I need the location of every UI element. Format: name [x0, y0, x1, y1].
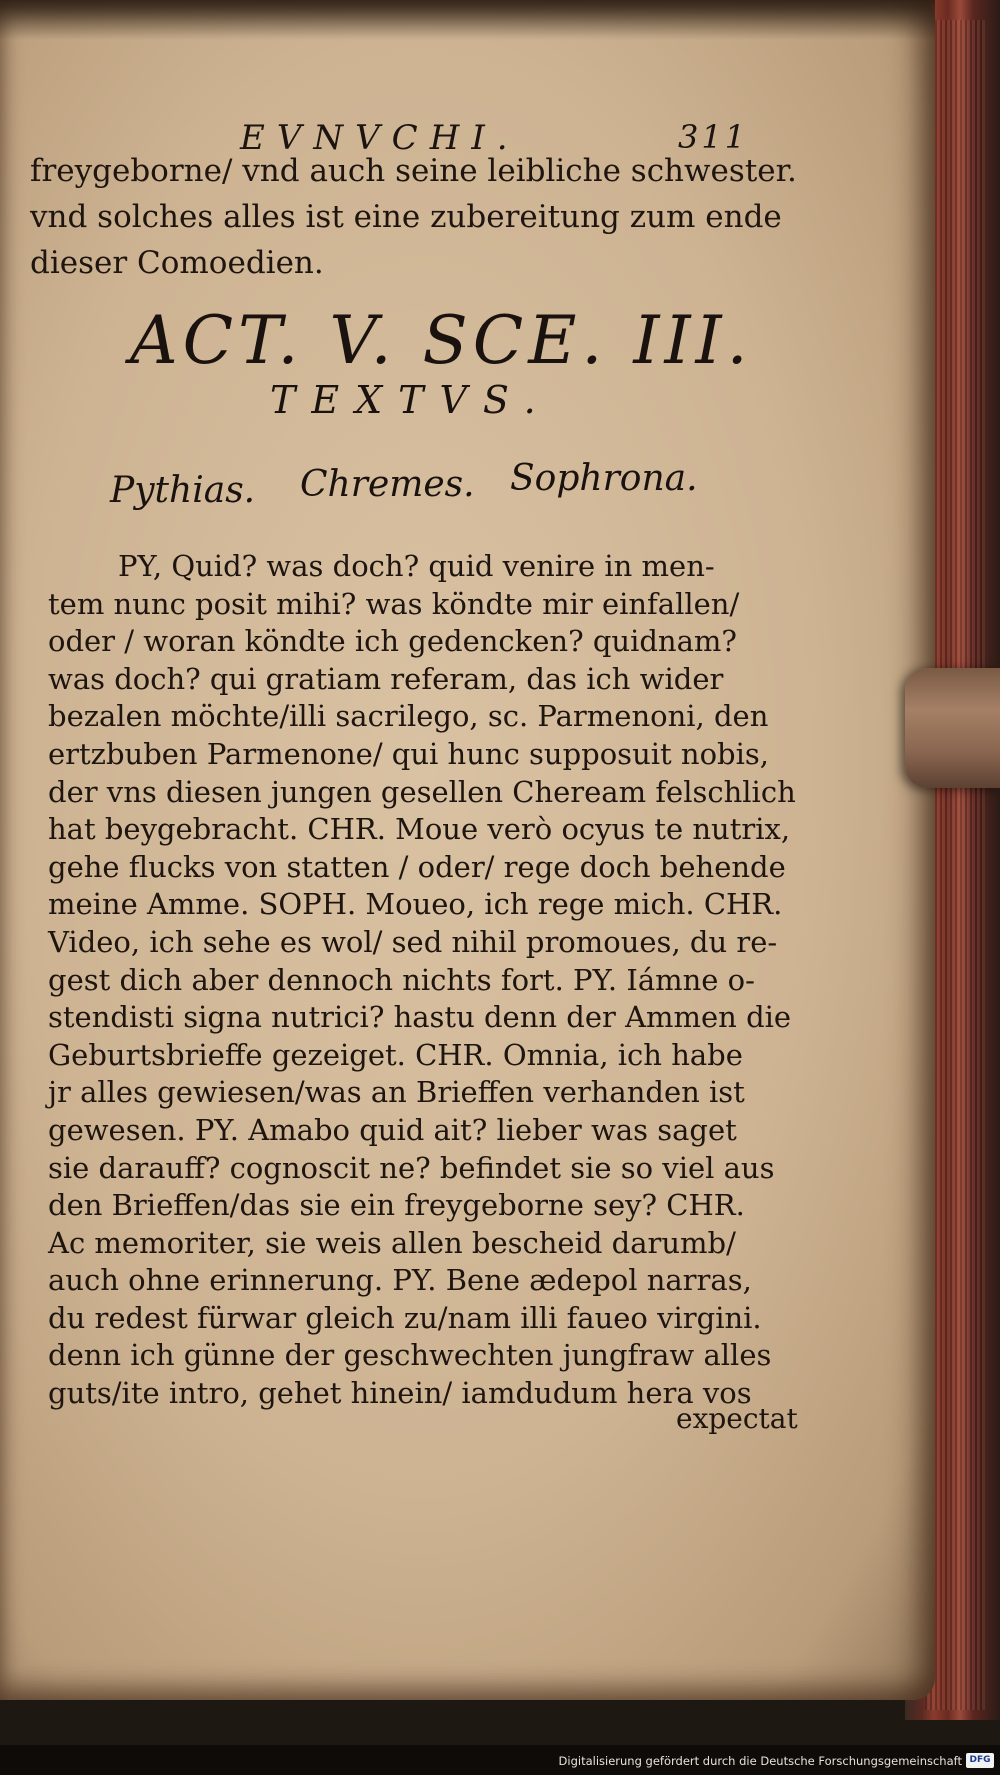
text-line: denn ich günne der geschwechten jungfraw alles: [48, 1338, 772, 1373]
text-line: Ac memoriter, sie weis allen bescheid darumb/: [48, 1225, 736, 1260]
speaker-name: Chremes.: [300, 464, 475, 505]
text-line: auch ohne erinnerung. PY. Bene ædepol narras,: [48, 1263, 752, 1298]
speaker-name: Sophrona.: [510, 458, 698, 499]
text-line: gehe flucks von statten / oder/ rege doch behende: [48, 849, 786, 884]
act-title: ACT. V. SCE. III.: [130, 302, 753, 379]
text-line: Geburtsbrieffe gezeiget. CHR. Omnia, ich habe: [48, 1037, 743, 1072]
text-line: hat beygebracht. CHR. Moue verò ocyus te nutrix,: [48, 812, 791, 847]
text-line: oder / woran köndte ich gedencken? quidnam?: [48, 624, 737, 659]
page-top-shadow: [0, 0, 935, 40]
text-line: bezalen möchte/illi sacrilego, sc. Parmenoni, den: [48, 699, 769, 734]
text-line: guts/ite intro, gehet hinein/ iamdudum hera vos: [48, 1376, 752, 1411]
catchword: expectat: [676, 1402, 798, 1435]
book-clasp: [905, 668, 1000, 788]
section-label: TEXTVS.: [270, 378, 552, 422]
text-line: der vns diesen jungen gesellen Cheream felschlich: [48, 774, 796, 809]
text-line: was doch? qui gratiam referam, das ich wider: [48, 661, 724, 696]
text-line: PY, Quid? was doch? quid venire in men-: [118, 549, 715, 583]
text-line: ertzbuben Parmenone/ qui hunc supposuit nobis,: [48, 736, 769, 771]
speaker-list: [0, 460, 800, 520]
dfg-logo-icon[interactable]: DFG: [966, 1753, 994, 1768]
text-line: den Brieffen/das sie ein freygeborne sey? CHR.: [48, 1188, 745, 1223]
text-line: jr alles gewiesen/was an Brieffen verhanden ist: [48, 1075, 745, 1110]
page-number: 311: [678, 118, 749, 156]
text-line: vnd solches alles ist eine zubereitung zum ende: [30, 199, 782, 235]
speaker-name: Pythias.: [110, 470, 256, 511]
funding-note: Digitalisierung gefördert durch die Deutsche Forschungsgemeinschaft: [558, 1754, 962, 1768]
text-line: stendisti signa nutrici? hastu denn der Ammen die: [48, 1000, 792, 1035]
main-text: [48, 548, 808, 1413]
text-line: Video, ich sehe es wol/ sed nihil promoues, du re-: [48, 924, 778, 959]
text-line: tem nunc posit mihi? was köndte mir einfallen/: [48, 586, 740, 621]
text-line: gest dich aber dennoch nichts fort. PY. Iámne o-: [48, 962, 755, 997]
text-line: sie darauff? cognoscit ne? befindet sie so viel aus: [48, 1150, 775, 1185]
text-line: dieser Comoedien.: [30, 245, 324, 281]
running-head: EVNVCHI.: [240, 118, 520, 158]
text-line: du redest fürwar gleich zu/nam illi faueo virgini.: [48, 1300, 762, 1335]
intro-paragraph: [30, 148, 820, 286]
text-line: gewesen. PY. Amabo quid ait? lieber was saget: [48, 1112, 737, 1147]
text-line: freygeborne/ vnd auch seine leibliche schwester.: [30, 153, 797, 189]
text-line: meine Amme. SOPH. Moueo, ich rege mich. CHR.: [48, 887, 783, 922]
